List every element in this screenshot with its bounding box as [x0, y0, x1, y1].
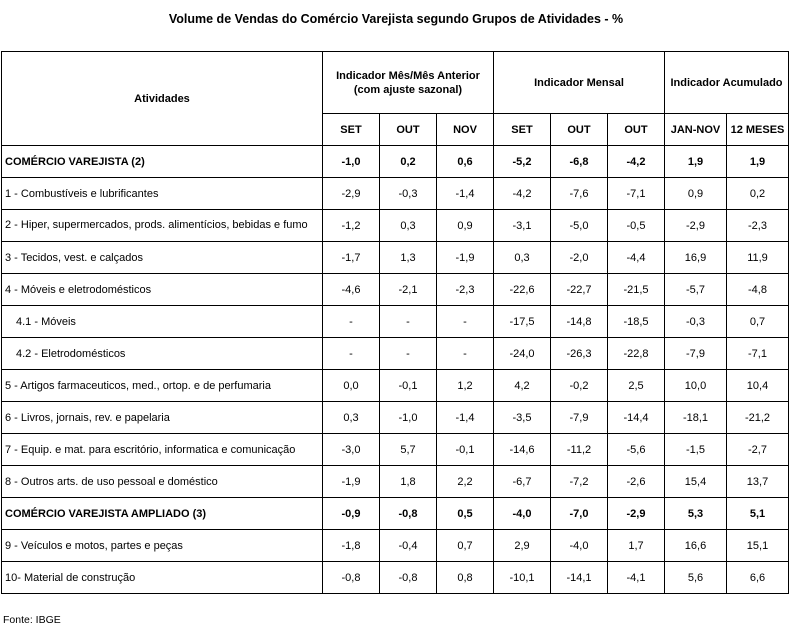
table-cell: -1,7: [323, 242, 380, 274]
table-cell: -1,2: [323, 210, 380, 242]
header-period: SET: [323, 114, 380, 146]
table-cell: 1,9: [727, 146, 789, 178]
table-cell: -0,3: [665, 306, 727, 338]
table-cell: -4,2: [608, 146, 665, 178]
row-label: 5 - Artigos farmaceuticos, med., ortop. e de perfumaria: [2, 370, 323, 402]
table-cell: -0,1: [380, 370, 437, 402]
row-label: 1 - Combustíveis e lubrificantes: [2, 178, 323, 210]
header-period: SET: [494, 114, 551, 146]
row-label: 8 - Outros arts. de uso pessoal e doméstico: [2, 466, 323, 498]
table-cell: 5,3: [665, 498, 727, 530]
table-cell: 4,2: [494, 370, 551, 402]
table-cell: 1,8: [380, 466, 437, 498]
header-row-groups: [2, 52, 789, 114]
table-cell: -7,0: [551, 498, 608, 530]
source-note: Fonte: IBGE: [3, 614, 61, 626]
table-cell: -10,1: [494, 562, 551, 594]
table-cell: -22,7: [551, 274, 608, 306]
table-cell: -5,0: [551, 210, 608, 242]
table-cell: -: [323, 306, 380, 338]
table-cell: 10,0: [665, 370, 727, 402]
header-period: JAN-NOV: [665, 114, 727, 146]
table-cell: -: [380, 338, 437, 370]
table-cell: -11,2: [551, 434, 608, 466]
table-cell: -7,9: [551, 402, 608, 434]
row-label: 6 - Livros, jornais, rev. e papelaria: [2, 402, 323, 434]
row-label: 4 - Móveis e eletrodomésticos: [2, 274, 323, 306]
table-cell: -14,6: [494, 434, 551, 466]
header-group-indicador-acumulado: Indicador Acumulado: [665, 52, 789, 114]
table-cell: -0,5: [608, 210, 665, 242]
table-cell: -7,2: [551, 466, 608, 498]
table-cell: -4,0: [551, 530, 608, 562]
table-cell: -2,3: [727, 210, 789, 242]
table-row: [2, 338, 789, 370]
table-cell: -14,1: [551, 562, 608, 594]
table-cell: 5,1: [727, 498, 789, 530]
table-cell: 0,5: [437, 498, 494, 530]
table-cell: 15,4: [665, 466, 727, 498]
table-cell: -22,8: [608, 338, 665, 370]
table-cell: 0,6: [437, 146, 494, 178]
table-cell: -21,5: [608, 274, 665, 306]
table-cell: -17,5: [494, 306, 551, 338]
table-cell: -18,5: [608, 306, 665, 338]
table-cell: 0,8: [437, 562, 494, 594]
table-cell: 0,2: [380, 146, 437, 178]
table-cell: -4,8: [727, 274, 789, 306]
table-row: [2, 370, 789, 402]
table-cell: 5,6: [665, 562, 727, 594]
table-cell: -1,0: [323, 146, 380, 178]
table-cell: -21,2: [727, 402, 789, 434]
table-cell: -3,5: [494, 402, 551, 434]
table-cell: -2,6: [608, 466, 665, 498]
row-label: 2 - Hiper, supermercados, prods. alimentícios, bebidas e fumo: [2, 210, 323, 242]
table-cell: -7,1: [727, 338, 789, 370]
table-cell: -2,3: [437, 274, 494, 306]
table-cell: -0,8: [380, 562, 437, 594]
table-cell: -7,9: [665, 338, 727, 370]
table-cell: 2,2: [437, 466, 494, 498]
table-cell: 0,3: [323, 402, 380, 434]
table-cell: -22,6: [494, 274, 551, 306]
table-cell: -24,0: [494, 338, 551, 370]
header-period: OUT: [380, 114, 437, 146]
table-cell: -2,9: [665, 210, 727, 242]
table-cell: 13,7: [727, 466, 789, 498]
table-cell: -1,9: [323, 466, 380, 498]
header-period: NOV: [437, 114, 494, 146]
table-cell: 1,7: [608, 530, 665, 562]
header-period: OUT: [608, 114, 665, 146]
table-cell: -1,4: [437, 178, 494, 210]
table-row: [2, 530, 789, 562]
table-cell: 0,3: [380, 210, 437, 242]
table-cell: 11,9: [727, 242, 789, 274]
table-cell: -4,1: [608, 562, 665, 594]
table-cell: -14,8: [551, 306, 608, 338]
table-cell: -1,0: [380, 402, 437, 434]
table-row: [2, 274, 789, 306]
table-cell: -1,5: [665, 434, 727, 466]
table-cell: -2,0: [551, 242, 608, 274]
table-cell: -2,7: [727, 434, 789, 466]
table-cell: 5,7: [380, 434, 437, 466]
page-title: Volume de Vendas do Comércio Varejista segundo Grupos de Atividades - %: [168, 12, 624, 26]
table-cell: -7,1: [608, 178, 665, 210]
table-cell: -2,9: [323, 178, 380, 210]
table-cell: 16,6: [665, 530, 727, 562]
table-body: [2, 146, 789, 594]
table-cell: -5,6: [608, 434, 665, 466]
row-label: 4.1 - Móveis: [2, 306, 323, 338]
table-cell: 1,3: [380, 242, 437, 274]
row-label: 10- Material de construção: [2, 562, 323, 594]
row-label: 9 - Veículos e motos, partes e peças: [2, 530, 323, 562]
header-group-indicador-mensal: Indicador Mensal: [494, 52, 665, 114]
data-table: [1, 51, 789, 594]
table-row: [2, 498, 789, 530]
table-row: [2, 146, 789, 178]
table-cell: -0,2: [551, 370, 608, 402]
table-cell: 1,9: [665, 146, 727, 178]
table-cell: 0,9: [437, 210, 494, 242]
table-row: [2, 306, 789, 338]
table-cell: 2,9: [494, 530, 551, 562]
table-cell: -2,9: [608, 498, 665, 530]
table-row: [2, 434, 789, 466]
table-cell: -4,2: [494, 178, 551, 210]
table-cell: -6,7: [494, 466, 551, 498]
header-period: OUT: [551, 114, 608, 146]
table-cell: -3,0: [323, 434, 380, 466]
table-cell: 10,4: [727, 370, 789, 402]
table-cell: 16,9: [665, 242, 727, 274]
row-label: COMÉRCIO VAREJISTA AMPLIADO (3): [2, 498, 323, 530]
row-label: 7 - Equip. e mat. para escritório, informatica e comunicação: [2, 434, 323, 466]
table-cell: -: [437, 306, 494, 338]
table-cell: -1,4: [437, 402, 494, 434]
header-atividades: Atividades: [2, 52, 323, 146]
table-cell: 15,1: [727, 530, 789, 562]
table-cell: -: [437, 338, 494, 370]
table-cell: 6,6: [727, 562, 789, 594]
table-row: [2, 242, 789, 274]
table-cell: -0,9: [323, 498, 380, 530]
table-cell: -0,4: [380, 530, 437, 562]
row-label: 4.2 - Eletrodomésticos: [2, 338, 323, 370]
table-row: [2, 178, 789, 210]
table-cell: -1,8: [323, 530, 380, 562]
table-cell: -1,9: [437, 242, 494, 274]
table-cell: -: [323, 338, 380, 370]
table-cell: -0,8: [380, 498, 437, 530]
table-cell: 1,2: [437, 370, 494, 402]
table-cell: -26,3: [551, 338, 608, 370]
table-cell: -6,8: [551, 146, 608, 178]
table-cell: -0,8: [323, 562, 380, 594]
table-cell: 0,3: [494, 242, 551, 274]
table-cell: -4,4: [608, 242, 665, 274]
row-label: COMÉRCIO VAREJISTA (2): [2, 146, 323, 178]
header-period: 12 MESES: [727, 114, 789, 146]
table-cell: -0,3: [380, 178, 437, 210]
table-cell: 0,7: [727, 306, 789, 338]
table-cell: -7,6: [551, 178, 608, 210]
table-row: [2, 466, 789, 498]
table-cell: 0,2: [727, 178, 789, 210]
table-cell: -: [380, 306, 437, 338]
table-cell: 0,7: [437, 530, 494, 562]
table-cell: 0,9: [665, 178, 727, 210]
table-cell: -5,2: [494, 146, 551, 178]
table-row: [2, 562, 789, 594]
table-row: [2, 402, 789, 434]
table-cell: -2,1: [380, 274, 437, 306]
table-cell: 2,5: [608, 370, 665, 402]
table-cell: -3,1: [494, 210, 551, 242]
table-cell: -18,1: [665, 402, 727, 434]
table-cell: -4,0: [494, 498, 551, 530]
table-row: [2, 210, 789, 242]
table-cell: -14,4: [608, 402, 665, 434]
table-cell: -5,7: [665, 274, 727, 306]
table-cell: 0,0: [323, 370, 380, 402]
row-label: 3 - Tecidos, vest. e calçados: [2, 242, 323, 274]
table-cell: -0,1: [437, 434, 494, 466]
header-group-mes-mes-anterior: Indicador Mês/Mês Anterior (com ajuste sazonal): [323, 52, 494, 114]
table-cell: -4,6: [323, 274, 380, 306]
